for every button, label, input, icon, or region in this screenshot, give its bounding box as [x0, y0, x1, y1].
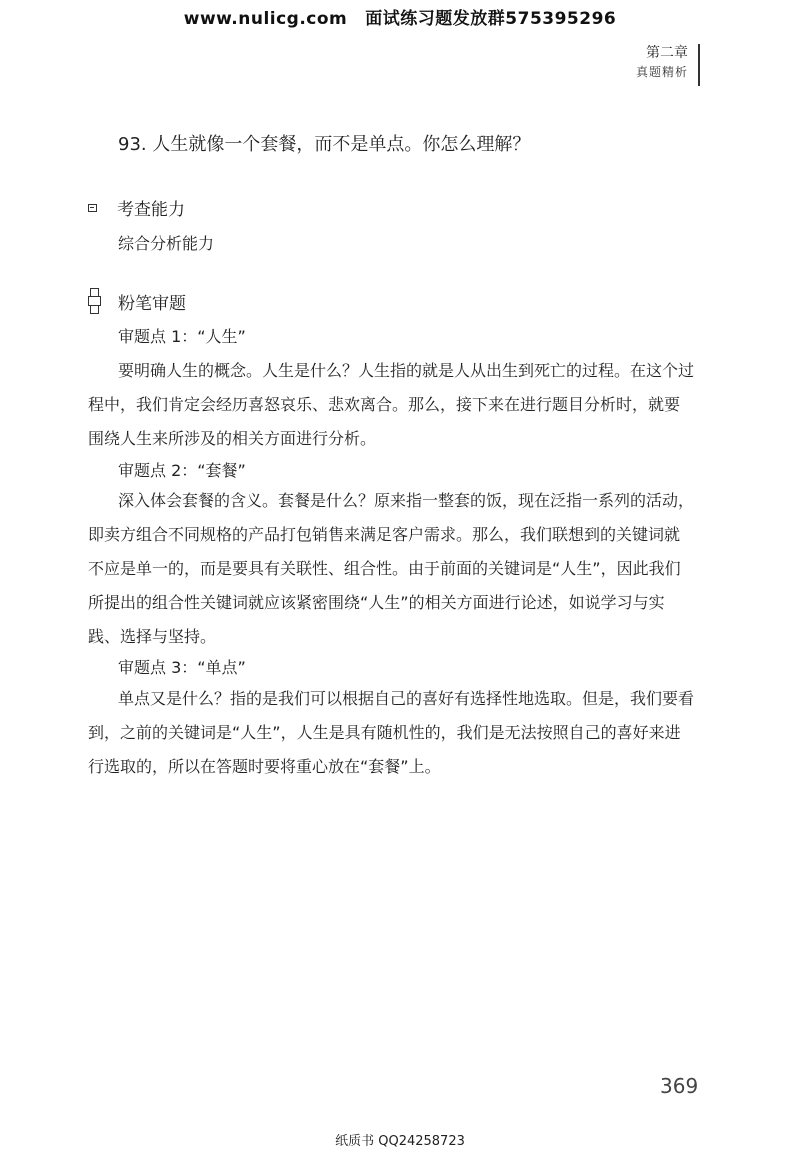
watermark-text: 面试练习题发放群575395296	[365, 9, 617, 29]
page-number: 369	[660, 1074, 699, 1098]
watermark-site: www.nulicg.com	[183, 9, 348, 29]
fenbi-logo-icon	[88, 288, 104, 314]
section-ability-heading-text: 考查能力	[117, 200, 185, 220]
chapter-subtitle: 真题精析	[635, 65, 688, 79]
section-analysis-heading-text: 粉笔审题	[118, 293, 186, 314]
chapter-title: 第二章	[646, 45, 688, 61]
section-ability-heading	[88, 195, 185, 220]
point-label-1: 审题点 1：“人生”	[118, 327, 246, 346]
section-bullet-icon	[88, 204, 97, 212]
point-label-2: 审题点 2：“套餐”	[118, 461, 246, 480]
section-ability-content: 综合分析能力	[118, 234, 215, 253]
footer-mark: 纸质书 QQ24258723	[335, 1134, 465, 1149]
point-text-2: 深入体会套餐的含义。套餐是什么？原来指一整套的饭，现在泛指一系列的活动，即卖方组合不同规格的产品打包销售来满足客户需求。那么，我们联想到的关键词就不应是单一的，而是要具有关联性、组合性。由于前面的关键词是“人生”，因此我们所提出的组合性关键词就应该紧密围绕“人生”的相关方面进行论述，如说学习与实践、选择与坚持。	[88, 491, 695, 646]
question-title: 93. 人生就像一个套餐，而不是单点。你怎么理解？	[118, 134, 531, 155]
point-label-3: 审题点 3：“单点”	[118, 658, 246, 677]
top-watermark	[0, 4, 800, 29]
point-text-3: 单点又是什么？指的是我们可以根据自己的喜好有选择性地选取。但是，我们要看到，之前的关键词是“人生”，人生是具有随机性的，我们是无法按照自己的喜好来进行选取的，所以在答题时要将重心放在“套餐”上。	[88, 689, 695, 776]
point-text-1: 要明确人生的概念。人生是什么？人生指的就是人从出生到死亡的过程。在这个过程中，我们肯定会经历喜怒哀乐、悲欢离合。那么，接下来在进行题目分析时，就要围绕人生来所涉及的相关方面进行分析。	[88, 361, 695, 448]
chapter-header	[618, 44, 700, 86]
section-analysis-heading	[88, 288, 186, 314]
